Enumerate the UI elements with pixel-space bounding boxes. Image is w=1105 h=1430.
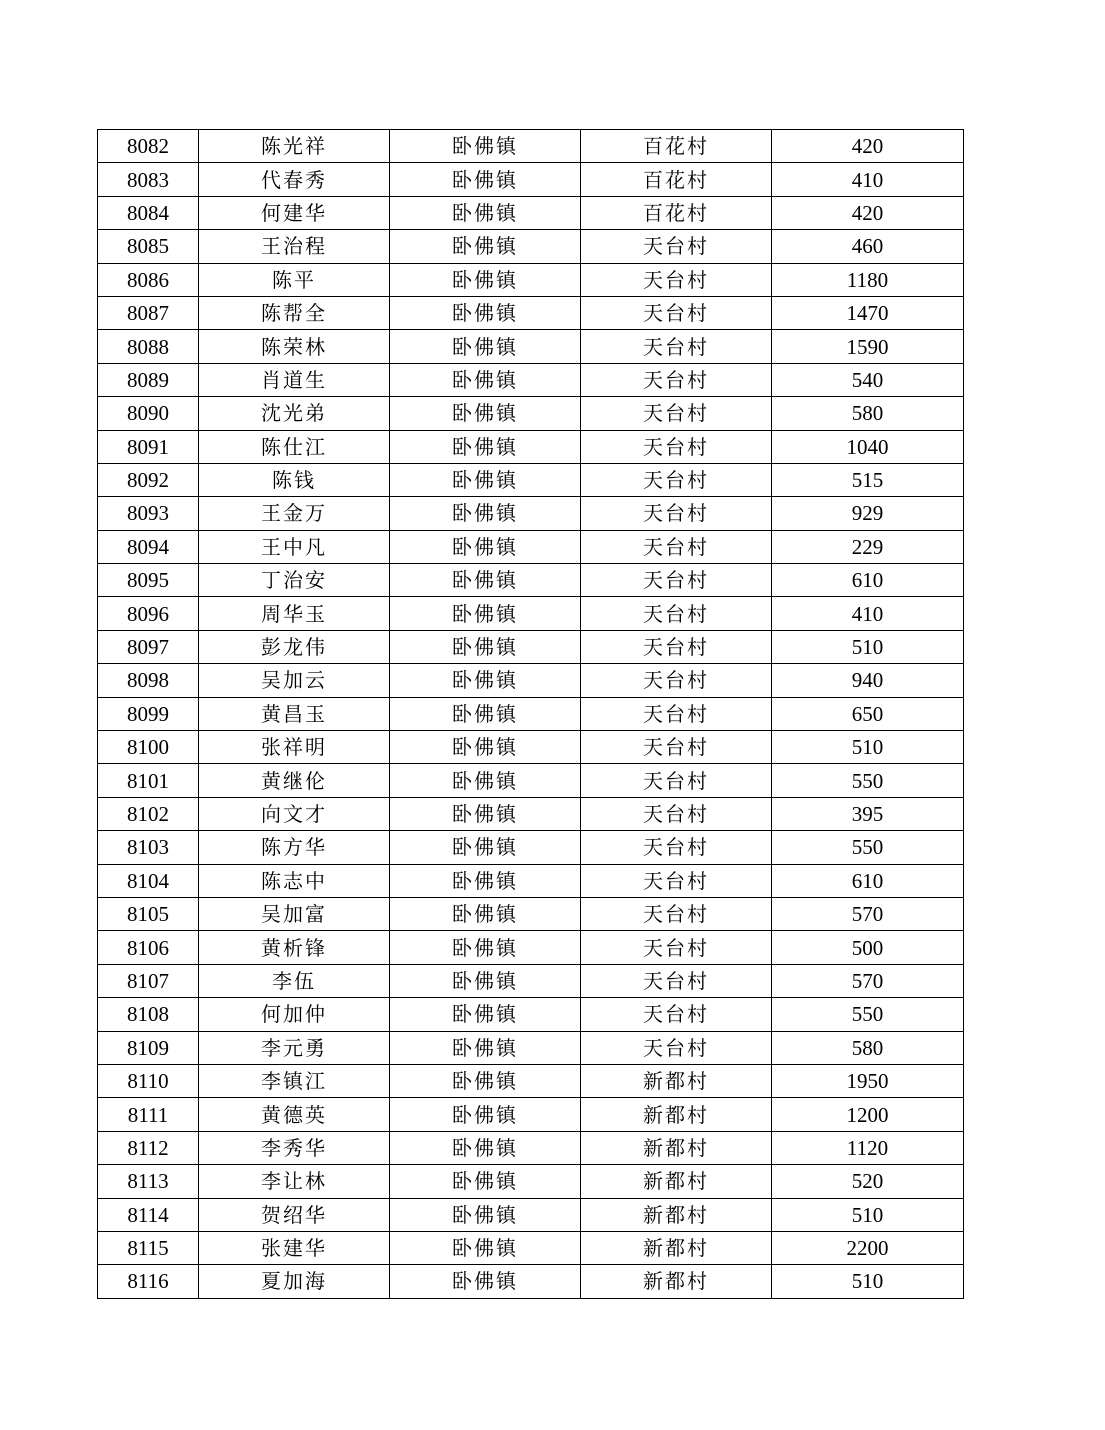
cell-name: 陈仕江 bbox=[199, 430, 390, 463]
cell-town: 卧佛镇 bbox=[390, 931, 581, 964]
table-row bbox=[98, 1031, 964, 1064]
cell-village: 新都村 bbox=[581, 1231, 772, 1264]
table-row bbox=[98, 1064, 964, 1097]
cell-town: 卧佛镇 bbox=[390, 964, 581, 997]
cell-village: 天台村 bbox=[581, 430, 772, 463]
table-row bbox=[98, 363, 964, 396]
cell-amount: 570 bbox=[772, 964, 964, 997]
cell-id: 8115 bbox=[98, 1231, 199, 1264]
cell-name: 黄析锋 bbox=[199, 931, 390, 964]
table-row bbox=[98, 163, 964, 196]
cell-id: 8108 bbox=[98, 998, 199, 1031]
table-row bbox=[98, 463, 964, 496]
cell-town: 卧佛镇 bbox=[390, 497, 581, 530]
cell-id: 8100 bbox=[98, 731, 199, 764]
cell-village: 天台村 bbox=[581, 363, 772, 396]
cell-amount: 1120 bbox=[772, 1131, 964, 1164]
cell-amount: 510 bbox=[772, 731, 964, 764]
table-row bbox=[98, 196, 964, 229]
cell-town: 卧佛镇 bbox=[390, 1098, 581, 1131]
cell-id: 8092 bbox=[98, 463, 199, 496]
cell-name: 陈平 bbox=[199, 263, 390, 296]
cell-name: 李镇江 bbox=[199, 1064, 390, 1097]
cell-town: 卧佛镇 bbox=[390, 797, 581, 830]
cell-town: 卧佛镇 bbox=[390, 230, 581, 263]
cell-id: 8107 bbox=[98, 964, 199, 997]
cell-name: 陈钱 bbox=[199, 463, 390, 496]
table-row bbox=[98, 1198, 964, 1231]
cell-amount: 1040 bbox=[772, 430, 964, 463]
cell-name: 何加仲 bbox=[199, 998, 390, 1031]
cell-amount: 1200 bbox=[772, 1098, 964, 1131]
cell-town: 卧佛镇 bbox=[390, 130, 581, 163]
cell-town: 卧佛镇 bbox=[390, 430, 581, 463]
table-row bbox=[98, 764, 964, 797]
table-row bbox=[98, 296, 964, 329]
cell-village: 天台村 bbox=[581, 530, 772, 563]
cell-name: 王金万 bbox=[199, 497, 390, 530]
cell-village: 天台村 bbox=[581, 797, 772, 830]
cell-town: 卧佛镇 bbox=[390, 1165, 581, 1198]
cell-amount: 510 bbox=[772, 630, 964, 663]
cell-name: 王中凡 bbox=[199, 530, 390, 563]
cell-village: 新都村 bbox=[581, 1265, 772, 1298]
cell-village: 新都村 bbox=[581, 1064, 772, 1097]
cell-name: 张建华 bbox=[199, 1231, 390, 1264]
cell-name: 吴加云 bbox=[199, 664, 390, 697]
cell-amount: 580 bbox=[772, 397, 964, 430]
table-row bbox=[98, 931, 964, 964]
cell-amount: 570 bbox=[772, 897, 964, 930]
cell-id: 8090 bbox=[98, 397, 199, 430]
cell-amount: 420 bbox=[772, 196, 964, 229]
cell-name: 黄昌玉 bbox=[199, 697, 390, 730]
cell-town: 卧佛镇 bbox=[390, 363, 581, 396]
cell-name: 李秀华 bbox=[199, 1131, 390, 1164]
cell-id: 8101 bbox=[98, 764, 199, 797]
cell-village: 天台村 bbox=[581, 664, 772, 697]
table-row bbox=[98, 263, 964, 296]
cell-id: 8097 bbox=[98, 630, 199, 663]
cell-amount: 395 bbox=[772, 797, 964, 830]
cell-id: 8087 bbox=[98, 296, 199, 329]
cell-town: 卧佛镇 bbox=[390, 397, 581, 430]
cell-village: 新都村 bbox=[581, 1198, 772, 1231]
cell-name: 彭龙伟 bbox=[199, 630, 390, 663]
cell-id: 8093 bbox=[98, 497, 199, 530]
cell-id: 8096 bbox=[98, 597, 199, 630]
cell-id: 8104 bbox=[98, 864, 199, 897]
cell-id: 8098 bbox=[98, 664, 199, 697]
cell-amount: 410 bbox=[772, 597, 964, 630]
cell-town: 卧佛镇 bbox=[390, 530, 581, 563]
cell-id: 8088 bbox=[98, 330, 199, 363]
cell-id: 8105 bbox=[98, 897, 199, 930]
cell-village: 百花村 bbox=[581, 196, 772, 229]
cell-amount: 940 bbox=[772, 664, 964, 697]
table-row bbox=[98, 1165, 964, 1198]
cell-name: 陈帮全 bbox=[199, 296, 390, 329]
cell-village: 天台村 bbox=[581, 296, 772, 329]
cell-name: 向文才 bbox=[199, 797, 390, 830]
cell-amount: 550 bbox=[772, 831, 964, 864]
cell-town: 卧佛镇 bbox=[390, 296, 581, 329]
cell-amount: 520 bbox=[772, 1165, 964, 1198]
cell-id: 8103 bbox=[98, 831, 199, 864]
cell-id: 8114 bbox=[98, 1198, 199, 1231]
cell-name: 周华玉 bbox=[199, 597, 390, 630]
cell-town: 卧佛镇 bbox=[390, 664, 581, 697]
cell-name: 陈荣林 bbox=[199, 330, 390, 363]
cell-id: 8091 bbox=[98, 430, 199, 463]
cell-amount: 550 bbox=[772, 764, 964, 797]
cell-id: 8094 bbox=[98, 530, 199, 563]
cell-town: 卧佛镇 bbox=[390, 263, 581, 296]
cell-town: 卧佛镇 bbox=[390, 897, 581, 930]
cell-name: 陈方华 bbox=[199, 831, 390, 864]
cell-id: 8083 bbox=[98, 163, 199, 196]
cell-village: 天台村 bbox=[581, 330, 772, 363]
table-row bbox=[98, 230, 964, 263]
cell-village: 天台村 bbox=[581, 697, 772, 730]
cell-name: 代春秀 bbox=[199, 163, 390, 196]
cell-town: 卧佛镇 bbox=[390, 1131, 581, 1164]
cell-village: 新都村 bbox=[581, 1131, 772, 1164]
table-row bbox=[98, 430, 964, 463]
cell-amount: 540 bbox=[772, 363, 964, 396]
table-row bbox=[98, 630, 964, 663]
table-row bbox=[98, 864, 964, 897]
table-row bbox=[98, 697, 964, 730]
table-row bbox=[98, 831, 964, 864]
cell-village: 天台村 bbox=[581, 864, 772, 897]
cell-town: 卧佛镇 bbox=[390, 731, 581, 764]
table-row bbox=[98, 330, 964, 363]
cell-town: 卧佛镇 bbox=[390, 864, 581, 897]
cell-town: 卧佛镇 bbox=[390, 998, 581, 1031]
cell-town: 卧佛镇 bbox=[390, 1064, 581, 1097]
table-row bbox=[98, 1131, 964, 1164]
records-table bbox=[97, 129, 964, 1299]
cell-id: 8084 bbox=[98, 196, 199, 229]
cell-name: 李元勇 bbox=[199, 1031, 390, 1064]
cell-village: 百花村 bbox=[581, 163, 772, 196]
table-row bbox=[98, 1231, 964, 1264]
cell-town: 卧佛镇 bbox=[390, 1031, 581, 1064]
cell-village: 天台村 bbox=[581, 230, 772, 263]
cell-village: 天台村 bbox=[581, 597, 772, 630]
cell-name: 肖道生 bbox=[199, 363, 390, 396]
cell-name: 张祥明 bbox=[199, 731, 390, 764]
cell-town: 卧佛镇 bbox=[390, 163, 581, 196]
cell-name: 李让林 bbox=[199, 1165, 390, 1198]
cell-amount: 580 bbox=[772, 1031, 964, 1064]
cell-id: 8095 bbox=[98, 564, 199, 597]
cell-id: 8102 bbox=[98, 797, 199, 830]
cell-amount: 510 bbox=[772, 1198, 964, 1231]
cell-name: 吴加富 bbox=[199, 897, 390, 930]
cell-amount: 410 bbox=[772, 163, 964, 196]
cell-village: 百花村 bbox=[581, 130, 772, 163]
cell-id: 8106 bbox=[98, 931, 199, 964]
cell-town: 卧佛镇 bbox=[390, 564, 581, 597]
table-row bbox=[98, 998, 964, 1031]
cell-town: 卧佛镇 bbox=[390, 697, 581, 730]
table-row bbox=[98, 664, 964, 697]
cell-village: 新都村 bbox=[581, 1098, 772, 1131]
cell-amount: 1470 bbox=[772, 296, 964, 329]
cell-village: 天台村 bbox=[581, 831, 772, 864]
cell-town: 卧佛镇 bbox=[390, 831, 581, 864]
cell-town: 卧佛镇 bbox=[390, 330, 581, 363]
cell-id: 8113 bbox=[98, 1165, 199, 1198]
cell-village: 天台村 bbox=[581, 1031, 772, 1064]
cell-amount: 420 bbox=[772, 130, 964, 163]
cell-amount: 1180 bbox=[772, 263, 964, 296]
cell-name: 陈志中 bbox=[199, 864, 390, 897]
cell-name: 贺绍华 bbox=[199, 1198, 390, 1231]
cell-village: 天台村 bbox=[581, 731, 772, 764]
cell-name: 沈光弟 bbox=[199, 397, 390, 430]
table-row bbox=[98, 130, 964, 163]
cell-amount: 510 bbox=[772, 1265, 964, 1298]
cell-id: 8099 bbox=[98, 697, 199, 730]
table-row bbox=[98, 597, 964, 630]
cell-village: 新都村 bbox=[581, 1165, 772, 1198]
records-table-body bbox=[98, 130, 964, 1299]
cell-town: 卧佛镇 bbox=[390, 1231, 581, 1264]
cell-id: 8116 bbox=[98, 1265, 199, 1298]
cell-id: 8112 bbox=[98, 1131, 199, 1164]
table-row bbox=[98, 731, 964, 764]
cell-village: 天台村 bbox=[581, 463, 772, 496]
cell-id: 8086 bbox=[98, 263, 199, 296]
cell-village: 天台村 bbox=[581, 931, 772, 964]
cell-town: 卧佛镇 bbox=[390, 597, 581, 630]
cell-name: 夏加海 bbox=[199, 1265, 390, 1298]
cell-village: 天台村 bbox=[581, 897, 772, 930]
table-row bbox=[98, 797, 964, 830]
cell-village: 天台村 bbox=[581, 497, 772, 530]
cell-id: 8085 bbox=[98, 230, 199, 263]
cell-id: 8082 bbox=[98, 130, 199, 163]
cell-amount: 650 bbox=[772, 697, 964, 730]
cell-town: 卧佛镇 bbox=[390, 1265, 581, 1298]
cell-id: 8089 bbox=[98, 363, 199, 396]
cell-name: 何建华 bbox=[199, 196, 390, 229]
cell-village: 天台村 bbox=[581, 263, 772, 296]
table-row bbox=[98, 897, 964, 930]
table-row bbox=[98, 1265, 964, 1298]
cell-name: 黄继伦 bbox=[199, 764, 390, 797]
cell-town: 卧佛镇 bbox=[390, 463, 581, 496]
cell-name: 王治程 bbox=[199, 230, 390, 263]
cell-name: 陈光祥 bbox=[199, 130, 390, 163]
cell-name: 黄德英 bbox=[199, 1098, 390, 1131]
cell-town: 卧佛镇 bbox=[390, 196, 581, 229]
table-row bbox=[98, 497, 964, 530]
cell-village: 天台村 bbox=[581, 564, 772, 597]
cell-amount: 1590 bbox=[772, 330, 964, 363]
cell-amount: 550 bbox=[772, 998, 964, 1031]
cell-name: 李伍 bbox=[199, 964, 390, 997]
cell-amount: 460 bbox=[772, 230, 964, 263]
cell-village: 天台村 bbox=[581, 998, 772, 1031]
cell-village: 天台村 bbox=[581, 764, 772, 797]
cell-name: 丁治安 bbox=[199, 564, 390, 597]
cell-town: 卧佛镇 bbox=[390, 1198, 581, 1231]
cell-village: 天台村 bbox=[581, 964, 772, 997]
cell-town: 卧佛镇 bbox=[390, 630, 581, 663]
cell-village: 天台村 bbox=[581, 397, 772, 430]
table-row bbox=[98, 397, 964, 430]
cell-id: 8109 bbox=[98, 1031, 199, 1064]
cell-amount: 500 bbox=[772, 931, 964, 964]
cell-amount: 1950 bbox=[772, 1064, 964, 1097]
cell-amount: 229 bbox=[772, 530, 964, 563]
cell-amount: 515 bbox=[772, 463, 964, 496]
cell-id: 8111 bbox=[98, 1098, 199, 1131]
cell-amount: 929 bbox=[772, 497, 964, 530]
cell-id: 8110 bbox=[98, 1064, 199, 1097]
cell-town: 卧佛镇 bbox=[390, 764, 581, 797]
table-row bbox=[98, 1098, 964, 1131]
cell-village: 天台村 bbox=[581, 630, 772, 663]
cell-amount: 2200 bbox=[772, 1231, 964, 1264]
table-row bbox=[98, 564, 964, 597]
table-row bbox=[98, 964, 964, 997]
cell-amount: 610 bbox=[772, 564, 964, 597]
table-row bbox=[98, 530, 964, 563]
cell-amount: 610 bbox=[772, 864, 964, 897]
